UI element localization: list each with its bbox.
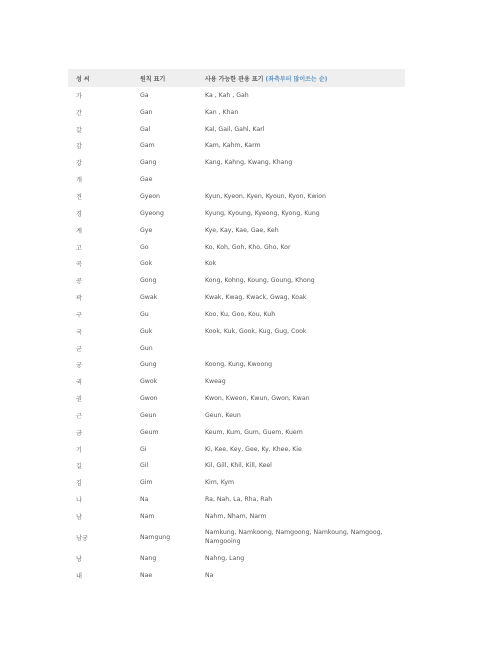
usage-cell: Ki, Kee, Key, Gee, Ky, Khee, Kie [205,445,302,453]
standard-cell: Na [140,496,149,504]
surname-cell: 갈 [76,126,82,134]
table-body [68,87,405,584]
surname-cell: 곽 [76,295,82,303]
usage-cell: Kong, Kohng, Koung, Goung, Khong [205,277,315,285]
usage-cell: Koong, Kung, Kwoong [205,361,273,369]
usage-cell: Na [205,571,214,579]
surname-cell: 공 [76,278,82,286]
surname-cell: 구 [76,311,82,319]
standard-cell: Gim [140,479,153,487]
usage-cell: Nahm, Nham, Narm [205,513,267,521]
table-row [68,104,405,121]
table-row [68,188,405,205]
usage-cell: Kwak, Kwag, Kwack, Gwag, Koak [205,294,307,302]
standard-cell: Gyeong [140,209,164,217]
standard-cell: Geun [140,411,157,419]
standard-cell: Gwon [140,395,158,403]
standard-cell: Gan [140,108,153,116]
table-row [68,407,405,424]
standard-cell: Gok [140,260,153,268]
usage-cell: Ra, Nah, La, Rha, Rah [205,496,273,504]
table-row [68,491,405,508]
usage-cell: Geun, Keun [205,411,241,419]
table-row [68,357,405,374]
surname-cell: 가 [76,92,82,100]
table-row [68,154,405,171]
surname-cell: 견 [76,193,82,201]
header-usage-note: (좌측부터 많이쓰는 순) [265,75,328,83]
surname-cell: 계 [76,227,82,235]
usage-cell: Ko, Koh, Goh, Kho, Gho, Kor [205,243,291,251]
header-usage [205,74,405,83]
surname-cell: 김 [76,480,82,488]
surname-cell: 강 [76,160,82,168]
table-row [68,272,405,289]
table-header [68,69,405,87]
surname-cell: 궁 [76,362,82,370]
standard-cell: Gun [140,344,153,352]
standard-cell: Guk [140,327,153,335]
usage-cell: Nahng, Lang [205,554,245,562]
standard-cell: Gye [140,226,153,234]
standard-cell: Gil [140,462,149,470]
standard-cell: Ga [140,91,149,99]
usage-cell: Kam, Kahm, Karm [205,142,261,150]
table-row [68,121,405,138]
table-row [68,289,405,306]
table-row [68,441,405,458]
surname-cell: 남궁 [76,534,88,542]
surname-cell: 나 [76,497,82,505]
standard-cell: Go [140,243,149,251]
usage-cell: Kil, Gill, Khil, Kill, Keel [205,462,272,470]
table-row [68,306,405,323]
table-row [68,222,405,239]
usage-cell: Kyun, Kyeon, Kyen, Kyoun, Kyon, Kwion [205,192,326,200]
usage-cell: Kim, Kym [205,479,235,487]
surname-cell: 남 [76,514,82,522]
table-row [68,255,405,272]
standard-cell: Geum [140,428,159,436]
usage-cell: Namkung, Namkoong, Namgoong, Namkoung, Namgoog, Namgooing [205,529,383,546]
surname-romanization-table [68,69,405,584]
standard-cell: Namgung [140,533,171,541]
standard-cell: Nang [140,554,157,562]
usage-cell: Kwon, Kweon, Kwun, Gwon, Kwan [205,395,310,403]
standard-cell: Gwak [140,294,158,302]
usage-cell: Keum, Kum, Gum, Guem, Kuem [205,428,303,436]
table-row [68,458,405,475]
usage-cell: Kang, Kahng, Kwang, Khang [205,159,293,167]
table-row [68,474,405,491]
surname-cell: 궉 [76,379,82,387]
header-surname: 성 씨 [76,75,90,83]
surname-cell: 금 [76,429,82,437]
surname-cell: 국 [76,328,82,336]
standard-cell: Gam [140,142,155,150]
surname-cell: 낭 [76,555,82,563]
standard-cell: Gi [140,445,147,453]
table-row [68,508,405,525]
usage-cell: Koo, Ku, Goo, Kou, Kuh [205,310,276,318]
surname-cell: 고 [76,244,82,252]
usage-cell: Ka , Kah , Gah [205,91,249,99]
table-row [68,239,405,256]
standard-cell: Gu [140,310,149,318]
surname-cell: 곡 [76,261,82,269]
surname-cell: 감 [76,143,82,151]
surname-cell: 근 [76,412,82,420]
surname-cell: 군 [76,345,82,353]
usage-cell: Kook, Kuk, Gook, Kug, Gug, Cook [205,327,307,335]
surname-cell: 길 [76,463,82,471]
table-row [68,205,405,222]
standard-cell: Nae [140,571,153,579]
standard-cell: Gung [140,361,157,369]
header-standard: 원칙 표기 [140,75,166,83]
surname-cell: 간 [76,109,82,117]
usage-cell: Kye, Kay, Kae, Gae, Keh [205,226,279,234]
table-row [68,424,405,441]
standard-cell: Gae [140,176,153,184]
standard-cell: Gyeon [140,192,160,200]
table-row [68,525,405,550]
header-usage-label: 사용 가능한 관용 표기 [205,75,264,83]
table-row [68,138,405,155]
usage-cell: Kal, Gail, Gahl, Karl [205,125,265,133]
table-row [68,567,405,584]
surname-cell: 경 [76,210,82,218]
table-row [68,390,405,407]
table-row [68,323,405,340]
standard-cell: Gong [140,277,157,285]
usage-cell: Kyung, Kyoung, Kyeong, Kyong, Kung [205,209,320,217]
surname-cell: 기 [76,446,82,454]
table-row [68,550,405,567]
standard-cell: Gal [140,125,151,133]
table-row [68,87,405,104]
table-row [68,340,405,357]
standard-cell: Gang [140,159,157,167]
surname-cell: 개 [76,177,82,185]
surname-cell: 내 [76,572,82,580]
surname-cell: 권 [76,396,82,404]
usage-cell: Kweag [205,378,226,386]
standard-cell: Gwok [140,378,158,386]
usage-cell: Kok [205,260,217,268]
standard-cell: Nam [140,513,155,521]
table-row [68,373,405,390]
table-row [68,171,405,188]
usage-cell: Kan , Khan [205,108,239,116]
